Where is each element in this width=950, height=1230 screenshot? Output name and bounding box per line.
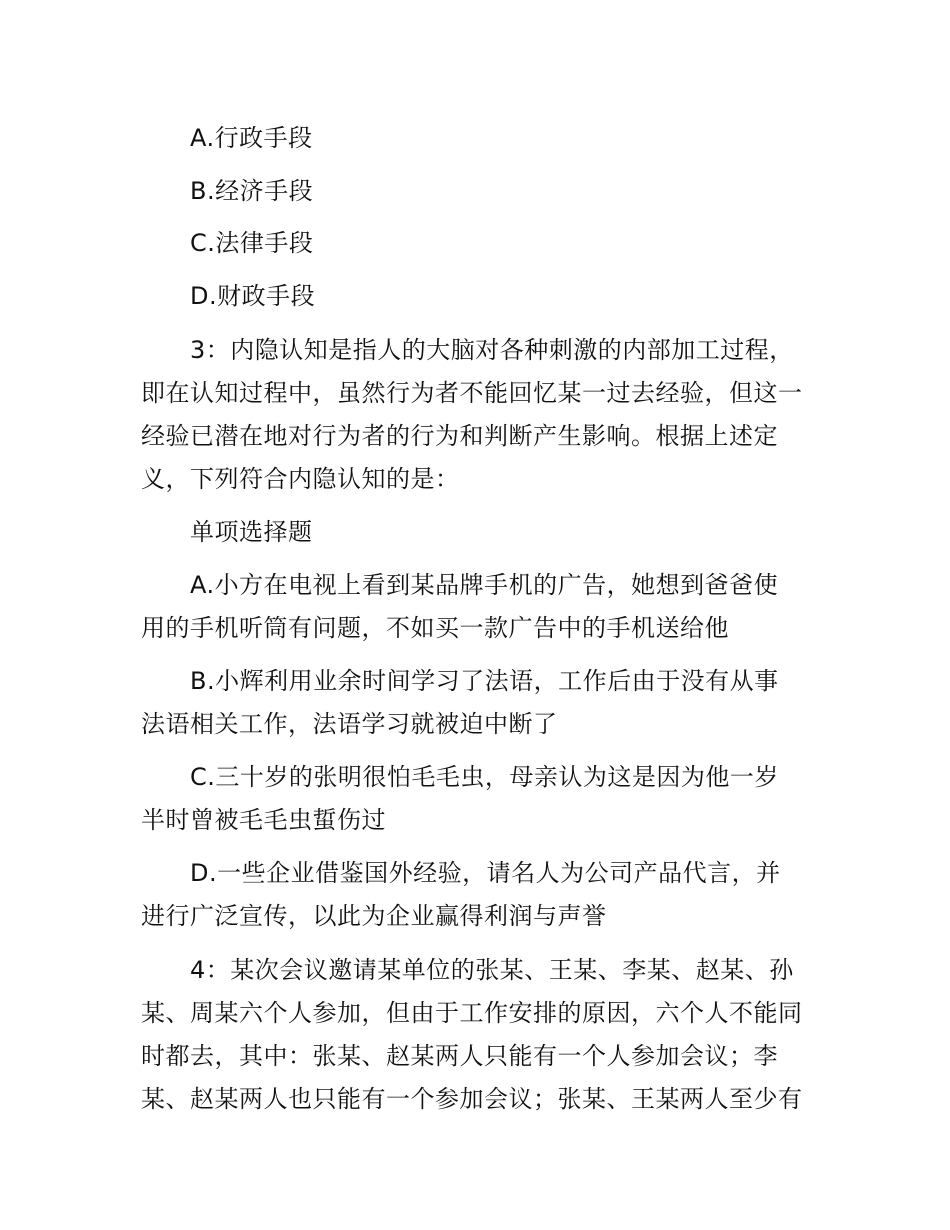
q3-option-b-line-2: 法语相关工作，法语学习就被迫中断了 — [141, 710, 558, 738]
q4-stem-line-3: 时都去，其中：张某、赵某两人只能有一个人参加会议；李 — [141, 1042, 778, 1070]
q3-stem-line-2: 即在认知过程中，虽然行为者不能回忆某一过去经验，但这一 — [141, 379, 803, 407]
q3-option-c-line-1: C.三十岁的张明很怕毛毛虫，母亲认为这是因为他一岁 — [190, 763, 779, 791]
q3-option-a-line-2: 用的手机听筒有问题，不如买一款广告中的手机送给他 — [141, 614, 729, 642]
q2-option-c: C.法律手段 — [190, 229, 314, 257]
q3-stem-line-1: 3：内隐认知是指人的大脑对各种刺激的内部加工过程， — [190, 336, 794, 364]
q2-option-d: D.财政手段 — [190, 282, 316, 310]
q2-option-b: B.经济手段 — [190, 177, 314, 205]
q3-option-d-line-1: D.一些企业借鉴国外经验，请名人为公司产品代言，并 — [190, 859, 781, 887]
q3-option-b-line-1: B.小辉利用业余时间学习了法语，工作后由于没有从事 — [190, 667, 779, 695]
q4-stem-line-1: 4：某次会议邀请某单位的张某、王某、李某、赵某、孙 — [190, 956, 794, 984]
q3-option-a-line-1: A.小方在电视上看到某品牌手机的广告，她想到爸爸使 — [190, 571, 779, 599]
q4-stem-line-2: 某、周某六个人参加，但由于工作安排的原因，六个人不能同 — [141, 999, 803, 1027]
q3-stem-line-3: 经验已潜在地对行为者的行为和判断产生影响。根据上述定 — [141, 422, 778, 450]
q2-option-a: A.行政手段 — [190, 124, 313, 152]
q3-option-d-line-2: 进行广泛宣传，以此为企业赢得利润与声誉 — [141, 902, 607, 930]
q3-type: 单项选择题 — [190, 518, 313, 546]
q3-option-c-line-2: 半时曾被毛毛虫蜇伤过 — [141, 806, 386, 834]
q3-stem-line-4: 义，下列符合内隐认知的是： — [141, 465, 460, 493]
q4-stem-line-4: 某、赵某两人也只能有一个参加会议；张某、王某两人至少有 — [141, 1085, 803, 1113]
